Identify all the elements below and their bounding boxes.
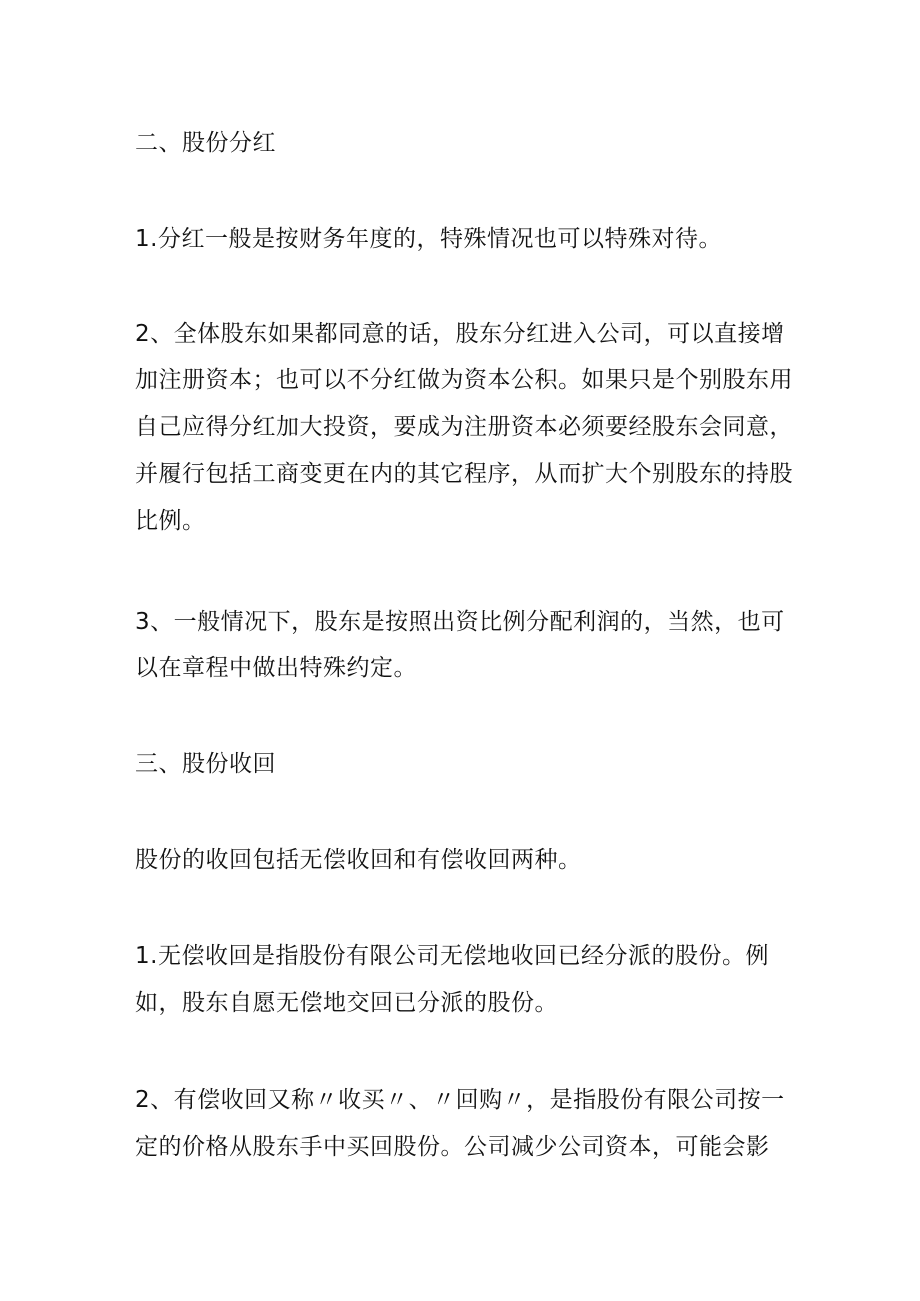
paragraph-free-recovery-line-2: 如，股东自愿无偿地交回已分派的股份。	[135, 990, 558, 1016]
paragraph-paid-recovery-line-1: 2、有偿收回又称〃收买〃、〃回购〃，是指股份有限公司按一	[135, 1087, 785, 1113]
paragraph-profit-distribution-line-2: 以在章程中做出特殊约定。	[135, 655, 417, 681]
paragraph-profit-distribution-line-1: 3、一般情况下，股东是按照出资比例分配利润的，当然，也可	[135, 609, 785, 635]
paragraph-dividend-capital-line-3: 自己应得分红加大投资，要成为注册资本必须要经股东会同意，	[135, 414, 793, 440]
paragraph-dividend-capital-line-2: 加注册资本；也可以不分红做为资本公积。如果只是个别股东用	[135, 367, 793, 393]
section-heading-dividends: 二、股份分红	[135, 130, 276, 156]
paragraph-recovery-intro: 股份的收回包括无偿收回和有偿收回两种。	[135, 847, 582, 873]
paragraph-dividend-fiscal-year: 1.分红一般是按财务年度的，特殊情况也可以特殊对待。	[135, 226, 722, 252]
section-heading-share-recovery: 三、股份收回	[135, 751, 276, 777]
paragraph-dividend-capital-line-4: 并履行包括工商变更在内的其它程序，从而扩大个别股东的持股	[135, 461, 793, 487]
paragraph-dividend-capital-line-5: 比例。	[135, 508, 206, 534]
paragraph-free-recovery-line-1: 1.无偿收回是指股份有限公司无偿地收回已经分派的股份。例	[135, 943, 769, 969]
paragraph-dividend-capital-line-1: 2、全体股东如果都同意的话，股东分红进入公司，可以直接增	[135, 321, 785, 347]
paragraph-paid-recovery-line-2: 定的价格从股东手中买回股份。公司减少公司资本，可能会影	[135, 1134, 770, 1160]
